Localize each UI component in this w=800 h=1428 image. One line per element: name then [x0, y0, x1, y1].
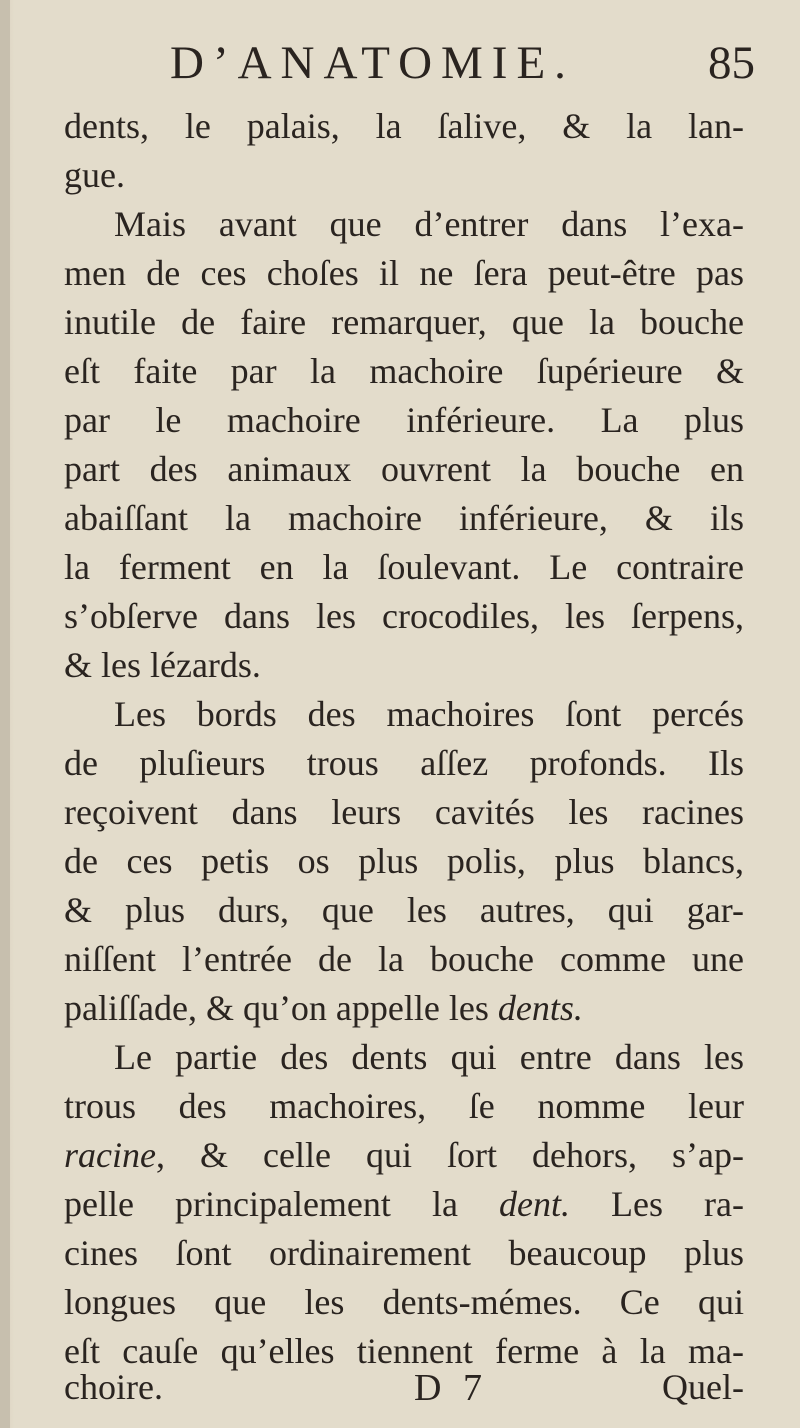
line-text: & plus durs, que les autres, qui gar-	[64, 890, 744, 930]
line-text: pelle principalement la	[64, 1184, 458, 1224]
text-line	[64, 298, 744, 347]
text-line	[64, 592, 744, 641]
line-text: trous des machoires, ſe nomme leur	[64, 1086, 744, 1126]
text-line	[64, 543, 744, 592]
page-header	[0, 36, 800, 96]
page-number: 85	[708, 37, 755, 89]
line-text: paliſſade, & qu’on appelle les	[64, 988, 489, 1028]
line-text: eſt cauſe qu’elles tiennent ferme à la ma-	[64, 1331, 744, 1371]
line-text: , & celle qui ſort dehors, s’ap-	[155, 1135, 744, 1175]
text-line	[64, 1278, 744, 1327]
text-line	[64, 396, 744, 445]
text-line	[64, 690, 744, 739]
text-line	[64, 1229, 744, 1278]
text-line	[64, 788, 744, 837]
line-text: part des animaux ouvrent la bouche en	[64, 449, 744, 489]
italic-term: dents.	[497, 988, 583, 1028]
line-text: longues que les dents-mémes. Ce qui	[64, 1282, 744, 1322]
italic-term: racine	[64, 1135, 156, 1175]
text-line	[64, 347, 744, 396]
line-text: & les lézards.	[64, 645, 261, 685]
line-text: men de ces choſes il ne ſera peut-être pas	[64, 253, 744, 293]
line-text: eſt faite par la machoire ſupérieure &	[64, 351, 744, 391]
line-text: abaiſſant la machoire inférieure, & ils	[64, 498, 744, 538]
line-tail: Les ra-	[569, 1184, 744, 1224]
text-line	[64, 1033, 744, 1082]
line-text: par le machoire inférieure. La plus	[64, 400, 744, 440]
catchword: Quel-	[662, 1367, 744, 1407]
text-line	[64, 151, 744, 200]
line-text: s’obſerve dans les crocodiles, les ſerpens,	[64, 596, 744, 636]
text-line	[64, 1131, 744, 1180]
running-title: D’ANATOMIE.	[170, 37, 575, 89]
text-line	[64, 445, 744, 494]
line-text: Mais avant que d’entrer dans l’exa-	[114, 204, 744, 244]
line-text: inutile de faire remarquer, que la bouche	[64, 302, 744, 342]
text-line	[64, 494, 744, 543]
line-text: niſſent l’entrée de la bouche comme une	[64, 939, 744, 979]
text-line	[64, 641, 744, 690]
line-text: Les bords des machoires ſont percés	[114, 694, 744, 734]
line-text: gue.	[64, 155, 125, 195]
line-text: Le partie des dents qui entre dans les	[114, 1037, 744, 1077]
page-footer	[64, 1366, 744, 1415]
body-text	[64, 102, 744, 1376]
line-text: dents, le palais, la ſalive, & la lan-	[64, 106, 744, 146]
signature-mark: D 7	[414, 1367, 488, 1409]
line-text: reçoivent dans leurs cavités les racines	[64, 792, 744, 832]
text-line	[64, 1180, 744, 1229]
text-line	[64, 935, 744, 984]
line-text: de pluſieurs trous aſſez profonds. Ils	[64, 743, 744, 783]
italic-term: dent.	[499, 1184, 570, 1224]
text-line	[64, 200, 744, 249]
last-line: choire.	[64, 1367, 163, 1407]
text-line	[64, 739, 744, 788]
text-line	[64, 984, 744, 1033]
line-text: la ferment en la ſoulevant. Le contraire	[64, 547, 744, 587]
text-line	[64, 886, 744, 935]
line-text: cines ſont ordinairement beaucoup plus	[64, 1233, 744, 1273]
text-line	[64, 102, 744, 151]
text-line	[64, 249, 744, 298]
line-text: de ces petis os plus polis, plus blancs,	[64, 841, 744, 881]
text-line	[64, 837, 744, 886]
text-line	[64, 1082, 744, 1131]
